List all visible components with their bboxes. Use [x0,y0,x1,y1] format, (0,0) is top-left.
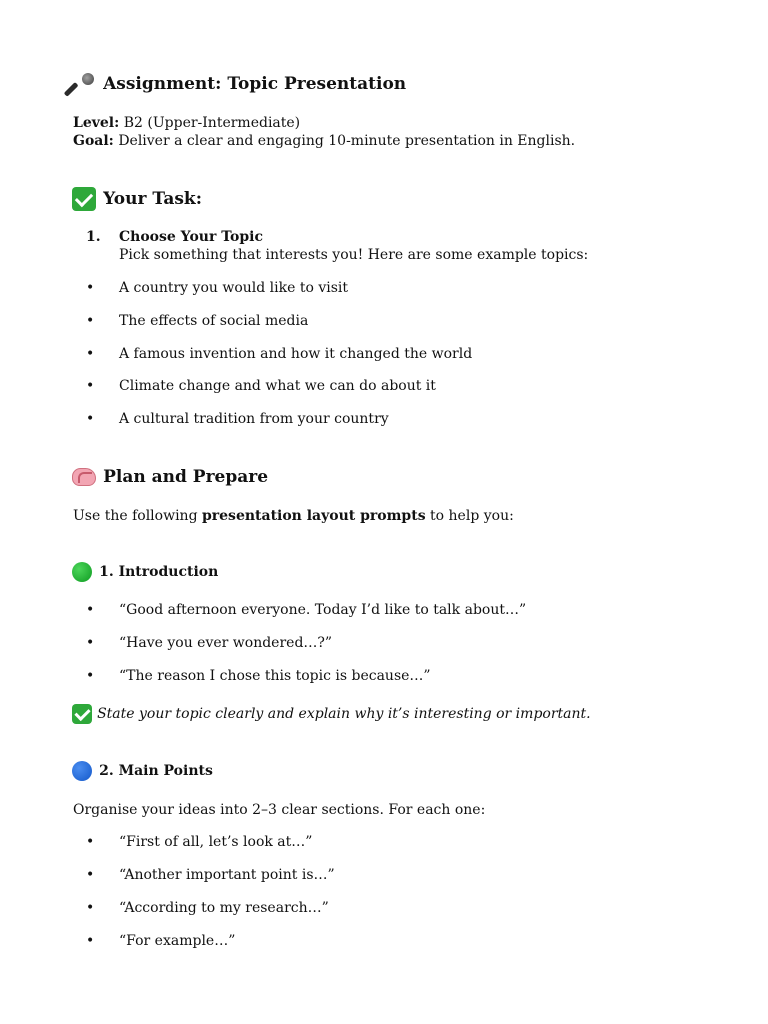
list-item-topic: A country you would like to visit [119,280,349,296]
list-item-prompt: “Good afternoon everyone. Today I’d like to talk about…” [119,602,527,618]
step-number: 1. [86,229,101,245]
main-points-heading-row [72,760,213,781]
list-item-prompt: “Have you ever wondered…?” [119,635,333,651]
plan-heading-row [72,465,268,489]
list-item-prompt: “The reason I chose this topic is because…” [119,668,431,684]
bullet: • [86,867,95,883]
bullet: • [86,411,95,427]
plan-intro [73,508,514,524]
check-mark-button-icon [72,704,92,724]
page-title-row [72,72,406,96]
bullet: • [86,280,95,296]
goal-line [73,133,575,149]
list-item-topic: A famous invention and how it changed the world [119,346,473,362]
level-value: B2 (Upper-Intermediate) [123,115,301,131]
bullet: • [86,346,95,362]
introduction-heading-row [72,561,218,582]
bullet: • [86,900,95,916]
page-title: Assignment: Topic Presentation [103,73,407,94]
list-item-prompt: “Another important point is…” [119,867,335,883]
blue-circle-icon [72,761,92,781]
list-item-topic: Climate change and what we can do about it [119,378,436,394]
main-points-heading: 2. Main Points [99,763,213,779]
green-circle-icon [72,562,92,582]
list-item-topic: A cultural tradition from your country [119,411,389,427]
bullet: • [86,378,95,394]
bullet: • [86,313,95,329]
plan-intro-bold: presentation layout prompts [201,508,426,524]
level-line [73,115,300,131]
list-item-prompt: “According to my research…” [119,900,329,916]
bullet: • [86,668,95,684]
plan-intro-text: Use the following [73,508,202,524]
main-points-description: Organise your ideas into 2–3 clear sections. For each one: [73,802,486,818]
plan-intro-text-end: to help you: [425,508,514,524]
goal-label: Goal: [73,133,114,149]
bullet: • [86,602,95,618]
introduction-tip-row [72,703,591,724]
goal-value: Deliver a clear and engaging 10-minute presentation in English. [118,133,576,149]
task-heading-row [72,187,202,211]
task-heading: Your Task: [103,188,202,209]
list-item-topic: The effects of social media [119,313,309,329]
brain-icon [72,465,96,489]
list-item-prompt: “For example…” [119,933,236,949]
check-mark-button-icon [72,187,96,211]
bullet: • [86,635,95,651]
level-label: Level: [73,115,120,131]
step-description: Pick something that interests you! Here are some example topics: [119,247,589,263]
plan-heading: Plan and Prepare [103,466,269,487]
introduction-heading: 1. Introduction [99,564,219,580]
list-item-prompt: “First of all, let’s look at…” [119,834,313,850]
bullet: • [86,933,95,949]
introduction-tip: State your topic clearly and explain why it’s interesting or important. [97,706,591,722]
step-title: Choose Your Topic [119,229,263,245]
bullet: • [86,834,95,850]
microphone-icon [72,72,96,96]
